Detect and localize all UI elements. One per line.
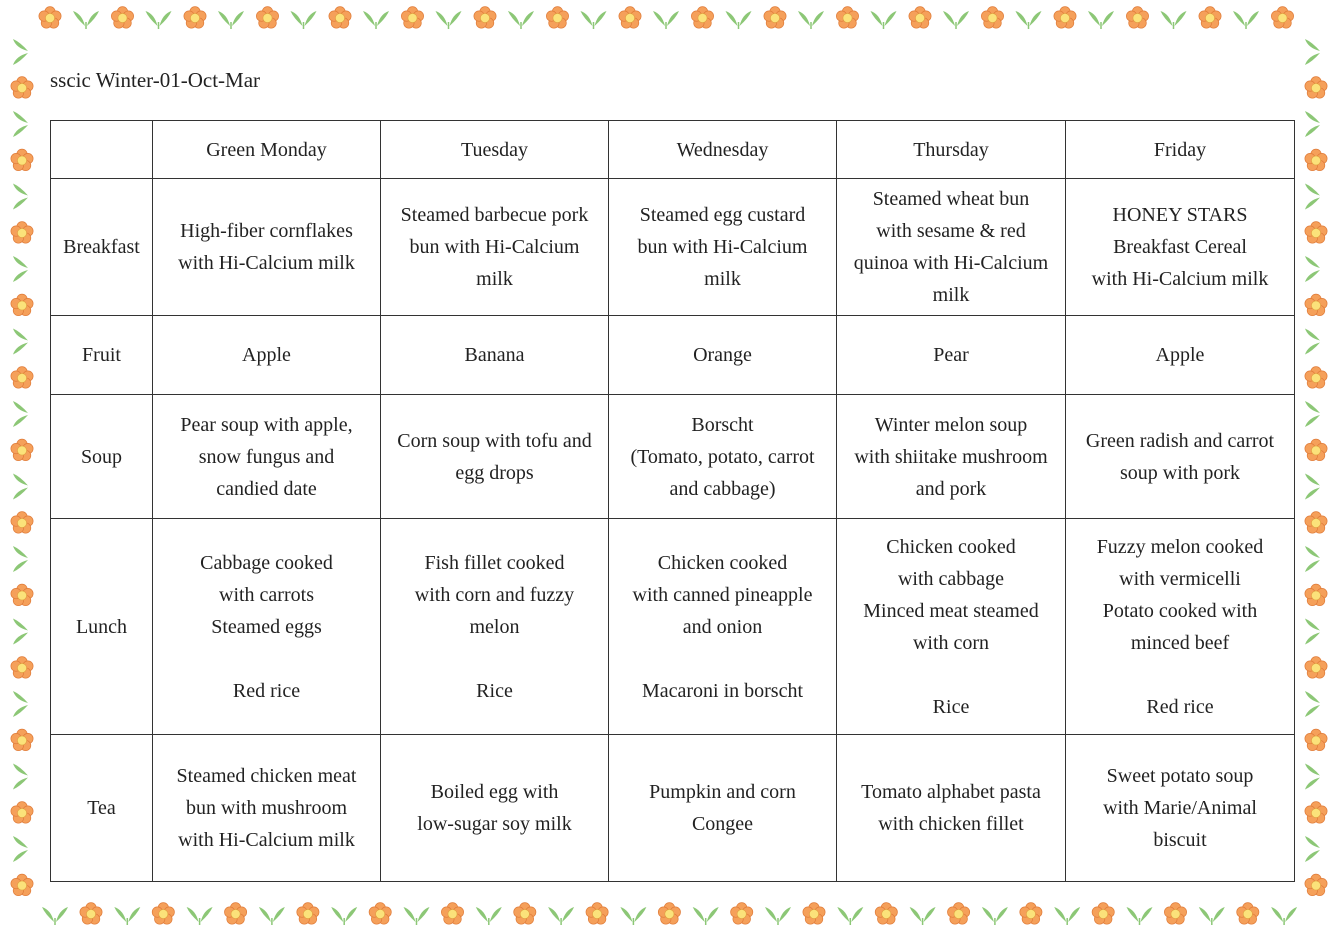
leaf-icon bbox=[404, 907, 430, 925]
leaf-icon bbox=[13, 401, 28, 427]
leaf-icon bbox=[653, 11, 679, 29]
meal-row-lunch bbox=[51, 519, 1295, 735]
leaf-icon bbox=[259, 907, 285, 925]
leaf-icon bbox=[13, 546, 28, 572]
menu-cell: Fish fillet cooked with corn and fuzzy melon Rice bbox=[381, 519, 609, 735]
flower-icon bbox=[11, 439, 33, 461]
meal-row-fruit bbox=[51, 316, 1295, 395]
meal-label: Fruit bbox=[51, 316, 153, 395]
leaf-icon bbox=[187, 907, 213, 925]
flower-icon bbox=[691, 7, 713, 29]
menu-cell: Corn soup with tofu and egg drops bbox=[381, 395, 609, 519]
flower-icon bbox=[909, 7, 931, 29]
flower-icon bbox=[11, 294, 33, 316]
flower-icon bbox=[1199, 7, 1221, 29]
leaf-icon bbox=[1305, 691, 1320, 717]
flower-icon bbox=[225, 903, 247, 925]
menu-cell: Boiled egg with low-sugar soy milk bbox=[381, 735, 609, 882]
header-row bbox=[51, 121, 1295, 179]
flower-icon bbox=[369, 903, 391, 925]
leaf-icon bbox=[726, 11, 752, 29]
leaf-icon bbox=[1088, 11, 1114, 29]
menu-cell: Pear soup with apple, snow fungus and candied date bbox=[153, 395, 381, 519]
flower-icon bbox=[731, 903, 753, 925]
flower-icon bbox=[11, 657, 33, 679]
flower-icon bbox=[39, 7, 61, 29]
leaf-icon bbox=[331, 907, 357, 925]
leaf-icon bbox=[436, 11, 462, 29]
flower-icon bbox=[1305, 657, 1327, 679]
page-title: sscic Winter-01-Oct-Mar bbox=[50, 68, 261, 92]
leaf-icon bbox=[13, 691, 28, 717]
flower-icon bbox=[619, 7, 641, 29]
day-header: Tuesday bbox=[381, 121, 609, 179]
menu-cell: Chicken cooked with canned pineapple and onion Macaroni in borscht bbox=[609, 519, 837, 735]
leaf-icon bbox=[1161, 11, 1187, 29]
menu-cell: Chicken cooked with cabbage Minced meat steamed with corn Rice bbox=[837, 519, 1066, 735]
leaf-icon bbox=[871, 11, 897, 29]
leaf-icon bbox=[1233, 11, 1259, 29]
leaf-icon bbox=[1305, 764, 1320, 790]
menu-cell: Steamed chicken meat bun with mushroom with Hi-Calcium milk bbox=[153, 735, 381, 882]
flower-icon bbox=[658, 903, 680, 925]
flower-icon bbox=[1126, 7, 1148, 29]
day-header: Friday bbox=[1066, 121, 1295, 179]
leaf-icon bbox=[13, 111, 28, 137]
flower-icon bbox=[1020, 903, 1042, 925]
menu-cell: Pumpkin and corn Congee bbox=[609, 735, 837, 882]
leaf-icon bbox=[1271, 907, 1297, 925]
menu-cell: Green radish and carrot soup with pork bbox=[1066, 395, 1295, 519]
meal-row-breakfast bbox=[51, 179, 1295, 316]
flower-icon bbox=[1305, 439, 1327, 461]
flower-icon bbox=[11, 222, 33, 244]
leaf-icon bbox=[13, 329, 28, 355]
flower-icon bbox=[474, 7, 496, 29]
corner-cell bbox=[51, 121, 153, 179]
flower-icon bbox=[1054, 7, 1076, 29]
menu-cell: Apple bbox=[1066, 316, 1295, 395]
day-header: Thursday bbox=[837, 121, 1066, 179]
leaf-icon bbox=[798, 11, 824, 29]
flower-icon bbox=[11, 584, 33, 606]
flower-icon bbox=[514, 903, 536, 925]
menu-cell: Sweet potato soup with Marie/Animal biscuit bbox=[1066, 735, 1295, 882]
menu-cell: Orange bbox=[609, 316, 837, 395]
leaf-icon bbox=[13, 39, 28, 65]
flower-icon bbox=[1305, 512, 1327, 534]
menu-cell: High-fiber cornflakes with Hi-Calcium milk bbox=[153, 179, 381, 316]
flower-icon bbox=[586, 903, 608, 925]
flower-icon bbox=[184, 7, 206, 29]
flower-icon bbox=[803, 903, 825, 925]
leaf-icon bbox=[13, 474, 28, 500]
flower-icon bbox=[401, 7, 423, 29]
leaf-icon bbox=[693, 907, 719, 925]
menu-cell: Steamed barbecue pork bun with Hi-Calcium milk bbox=[381, 179, 609, 316]
leaf-icon bbox=[73, 11, 99, 29]
leaf-icon bbox=[943, 11, 969, 29]
flower-icon bbox=[11, 149, 33, 171]
leaf-icon bbox=[982, 907, 1008, 925]
flower-icon bbox=[329, 7, 351, 29]
flower-icon bbox=[764, 7, 786, 29]
leaf-icon bbox=[42, 907, 68, 925]
leaf-icon bbox=[1054, 907, 1080, 925]
flower-icon bbox=[256, 7, 278, 29]
meal-label: Soup bbox=[51, 395, 153, 519]
flower-icon bbox=[80, 903, 102, 925]
meal-row-tea bbox=[51, 735, 1295, 882]
leaf-icon bbox=[1305, 619, 1320, 645]
leaf-icon bbox=[13, 256, 28, 282]
leaf-icon bbox=[363, 11, 389, 29]
leaf-icon bbox=[146, 11, 172, 29]
meal-label: Tea bbox=[51, 735, 153, 882]
flower-icon bbox=[152, 903, 174, 925]
menu-cell: HONEY STARS Breakfast Cereal with Hi-Calcium milk bbox=[1066, 179, 1295, 316]
leaf-icon bbox=[13, 836, 28, 862]
flower-icon bbox=[11, 77, 33, 99]
menu-cell: Winter melon soup with shiitake mushroom and pork bbox=[837, 395, 1066, 519]
flower-icon bbox=[1305, 729, 1327, 751]
flower-icon bbox=[546, 7, 568, 29]
flower-icon bbox=[1271, 7, 1293, 29]
menu-cell: Banana bbox=[381, 316, 609, 395]
leaf-icon bbox=[1305, 836, 1320, 862]
flower-icon bbox=[11, 802, 33, 824]
menu-cell: Tomato alphabet pasta with chicken fillet bbox=[837, 735, 1066, 882]
flower-icon bbox=[1305, 367, 1327, 389]
flower-icon bbox=[1305, 149, 1327, 171]
leaf-icon bbox=[13, 619, 28, 645]
leaf-icon bbox=[837, 907, 863, 925]
menu-cell: Fuzzy melon cooked with vermicelli Potato cooked with minced beef Red rice bbox=[1066, 519, 1295, 735]
menu-cell: Cabbage cooked with carrots Steamed eggs Red rice bbox=[153, 519, 381, 735]
flower-icon bbox=[11, 729, 33, 751]
menu-cell: Apple bbox=[153, 316, 381, 395]
menu-table bbox=[50, 120, 1295, 882]
flower-icon bbox=[1305, 584, 1327, 606]
leaf-icon bbox=[548, 907, 574, 925]
flower-icon bbox=[11, 512, 33, 534]
menu-cell: Steamed wheat bun with sesame & red quinoa with Hi-Calcium milk bbox=[837, 179, 1066, 316]
flower-icon bbox=[1164, 903, 1186, 925]
leaf-icon bbox=[13, 764, 28, 790]
meal-row-soup bbox=[51, 395, 1295, 519]
leaf-icon bbox=[1305, 111, 1320, 137]
flower-icon bbox=[111, 7, 133, 29]
day-header: Green Monday bbox=[153, 121, 381, 179]
menu-cell: Borscht (Tomato, potato, carrot and cabbage) bbox=[609, 395, 837, 519]
flower-icon bbox=[1237, 903, 1259, 925]
leaf-icon bbox=[765, 907, 791, 925]
leaf-icon bbox=[218, 11, 244, 29]
leaf-icon bbox=[13, 184, 28, 210]
flower-icon bbox=[1305, 77, 1327, 99]
leaf-icon bbox=[1016, 11, 1042, 29]
leaf-icon bbox=[1305, 184, 1320, 210]
flower-icon bbox=[836, 7, 858, 29]
day-header: Wednesday bbox=[609, 121, 837, 179]
flower-icon bbox=[441, 903, 463, 925]
leaf-icon bbox=[910, 907, 936, 925]
leaf-icon bbox=[1305, 474, 1320, 500]
flower-icon bbox=[1305, 294, 1327, 316]
leaf-icon bbox=[1305, 256, 1320, 282]
leaf-icon bbox=[291, 11, 317, 29]
leaf-icon bbox=[620, 907, 646, 925]
leaf-icon bbox=[1305, 401, 1320, 427]
leaf-icon bbox=[1305, 329, 1320, 355]
meal-label: Lunch bbox=[51, 519, 153, 735]
leaf-icon bbox=[1305, 39, 1320, 65]
leaf-icon bbox=[581, 11, 607, 29]
leaf-icon bbox=[1199, 907, 1225, 925]
menu-cell: Steamed egg custard bun with Hi-Calcium milk bbox=[609, 179, 837, 316]
leaf-icon bbox=[508, 11, 534, 29]
flower-icon bbox=[948, 903, 970, 925]
menu-cell: Pear bbox=[837, 316, 1066, 395]
flower-icon bbox=[875, 903, 897, 925]
leaf-icon bbox=[1127, 907, 1153, 925]
flower-icon bbox=[11, 367, 33, 389]
flower-icon bbox=[11, 874, 33, 896]
flower-icon bbox=[297, 903, 319, 925]
flower-icon bbox=[1305, 874, 1327, 896]
flower-icon bbox=[981, 7, 1003, 29]
flower-icon bbox=[1092, 903, 1114, 925]
flower-icon bbox=[1305, 222, 1327, 244]
leaf-icon bbox=[476, 907, 502, 925]
flower-icon bbox=[1305, 802, 1327, 824]
leaf-icon bbox=[1305, 546, 1320, 572]
meal-label: Breakfast bbox=[51, 179, 153, 316]
leaf-icon bbox=[114, 907, 140, 925]
